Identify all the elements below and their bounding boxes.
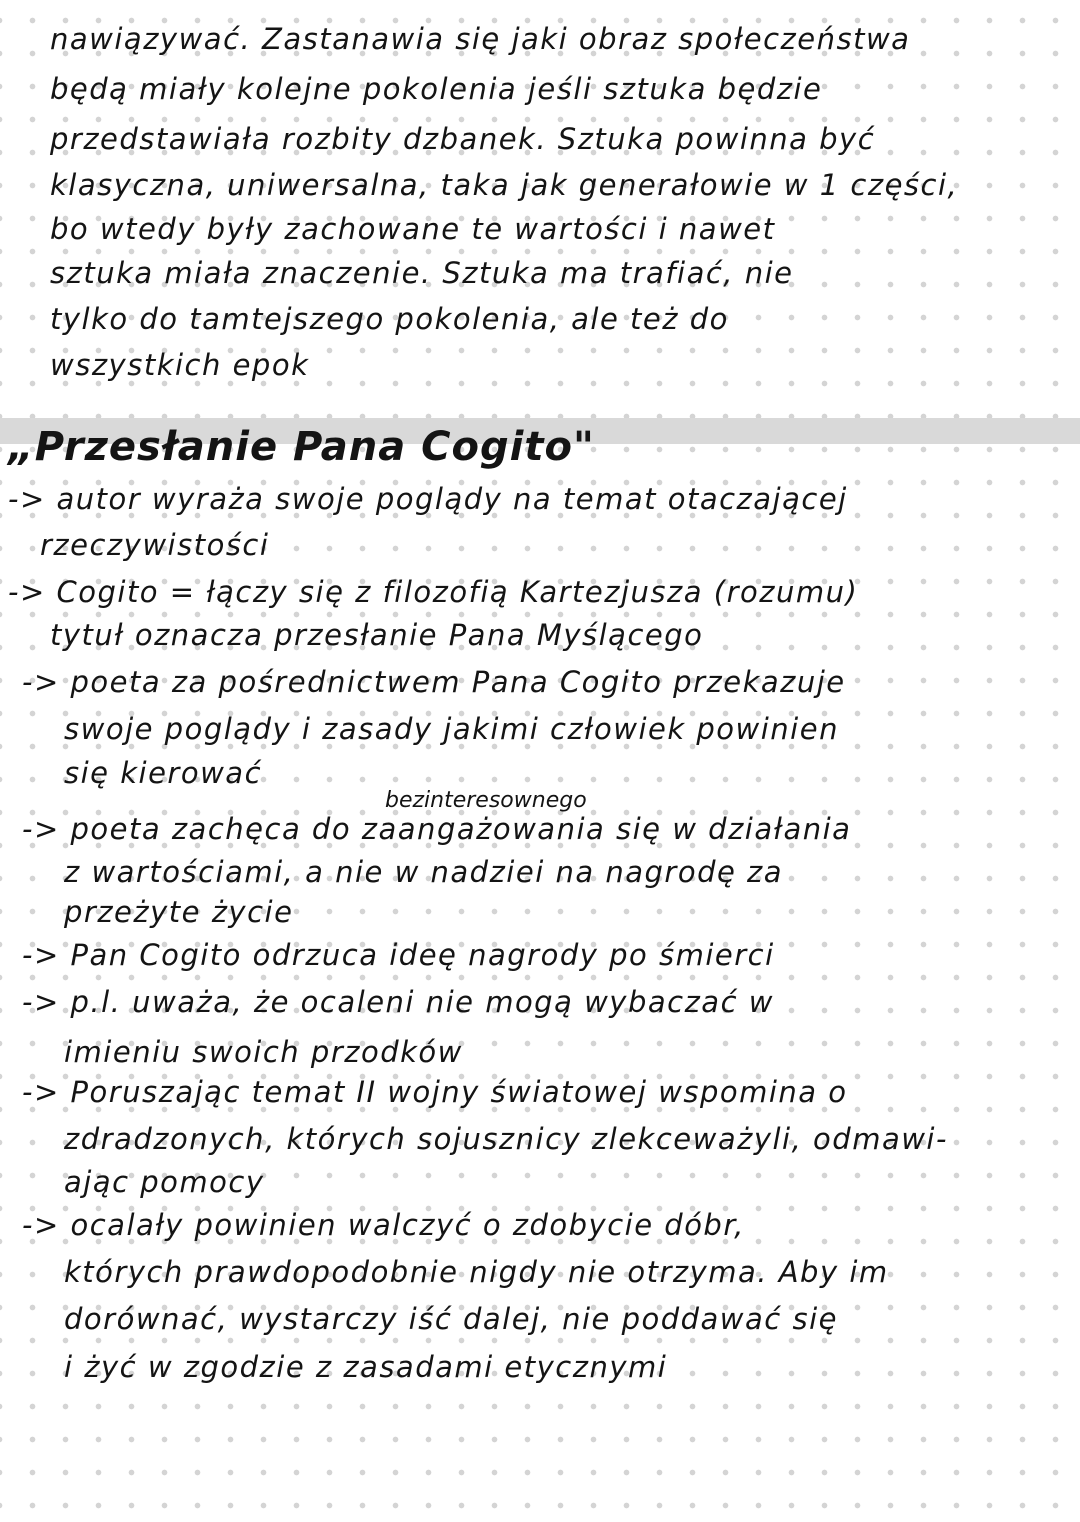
note-line: -> ocalały powinien walczyć o zdobycie dóbr,	[22, 1208, 745, 1242]
note-line: -> poeta zachęca do zaangażowania się w działania	[22, 812, 852, 846]
note-line: będą miały kolejne pokolenia jeśli sztuka będzie	[50, 72, 823, 106]
note-line: klasyczna, uniwersalna, taka jak generałowie w 1 części,	[50, 168, 959, 202]
note-line: sztuka miała znaczenie. Sztuka ma trafiać, nie	[50, 256, 794, 290]
note-line: rzeczywistości	[40, 528, 270, 562]
note-line: bo wtedy były zachowane te wartości i nawet	[50, 212, 776, 246]
section-heading: „Przesłanie Pana Cogito"	[8, 424, 595, 470]
note-line: swoje poglądy i zasady jakimi człowiek powinien	[64, 712, 839, 746]
note-line: wszystkich epok	[50, 348, 310, 382]
note-line: -> Cogito = łączy się z filozofią Kartezjusza (rozumu)	[8, 575, 859, 609]
note-line: -> autor wyraża swoje poglądy na temat otaczającej	[8, 482, 848, 516]
note-line: tytuł oznacza przesłanie Pana Myślącego	[50, 618, 704, 652]
note-line: z wartościami, a nie w nadziei na nagrodę za	[64, 855, 784, 889]
note-line: -> Poruszając temat II wojny światowej wspomina o	[22, 1075, 848, 1109]
note-line: ając pomocy	[64, 1165, 265, 1199]
note-line: nawiązywać. Zastanawia się jaki obraz społeczeństwa	[50, 22, 911, 56]
inserted-word: bezinteresownego	[385, 788, 587, 813]
note-line: -> poeta za pośrednictwem Pana Cogito przekazuje	[22, 665, 846, 699]
note-line: się kierować	[64, 756, 263, 790]
note-line: -> p.l. uważa, że ocaleni nie mogą wybaczać w	[22, 985, 774, 1019]
note-line: przeżyte życie	[64, 895, 294, 929]
note-line: imieniu swoich przodków	[64, 1035, 463, 1069]
note-line: -> Pan Cogito odrzuca ideę nagrody po śmierci	[22, 938, 775, 972]
note-line: tylko do tamtejszego pokolenia, ale też do	[50, 302, 729, 336]
note-line: których prawdopodobnie nigdy nie otrzyma. Aby im	[64, 1255, 889, 1289]
note-line: przedstawiała rozbity dzbanek. Sztuka powinna być	[50, 122, 876, 156]
note-line: dorównać, wystarczy iść dalej, nie poddawać się	[64, 1302, 838, 1336]
note-line: i żyć w zgodzie z zasadami etycznymi	[64, 1350, 668, 1384]
note-line: zdradzonych, których sojusznicy zlekceważyli, odmawi-	[64, 1122, 948, 1156]
